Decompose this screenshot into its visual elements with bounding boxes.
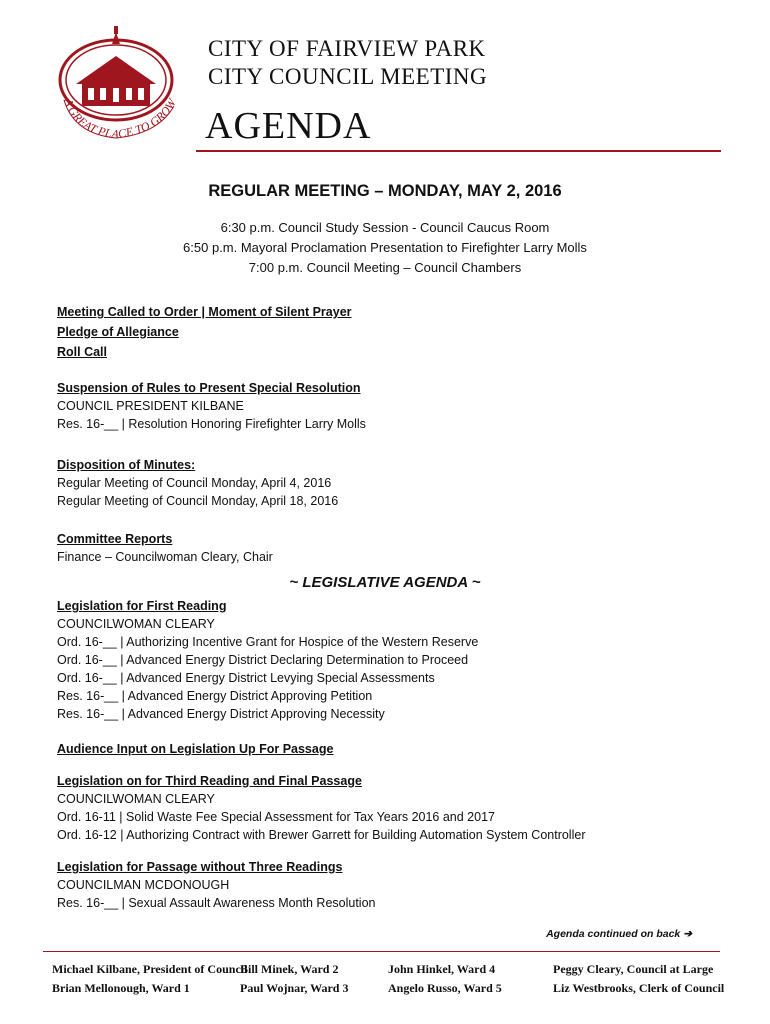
minutes-section: [57, 456, 338, 510]
section-heading: Meeting Called to Order | Moment of Silent Prayer: [57, 305, 352, 319]
agenda-line: Res. 16-__ | Advanced Energy District Approving Necessity: [57, 707, 385, 721]
without-three-readings-section: [57, 858, 375, 912]
agenda-line: Ord. 16-__ | Advanced Energy District Declaring Determination to Proceed: [57, 653, 469, 667]
section-heading: Committee Reports: [57, 532, 173, 546]
council-member: Peggy Cleary, Council at Large: [553, 962, 714, 976]
committee-section: [57, 530, 273, 566]
first-reading-section: [57, 597, 478, 723]
section-heading: Legislation on for Third Reading and Final Passage: [57, 774, 362, 788]
legislative-heading: ~ LEGISLATIVE AGENDA ~: [289, 574, 481, 591]
agenda-line: COUNCILMAN MCDONOUGH: [57, 878, 230, 892]
footer-column: [240, 960, 348, 998]
city-name: CITY OF FAIRVIEW PARK: [208, 36, 486, 61]
schedule-item: 7:00 p.m. Council Meeting – Council Chambers: [248, 260, 522, 275]
agenda-line: Ord. 16-12 | Authorizing Contract with Brewer Garrett for Building Automation System Controller: [57, 828, 586, 842]
page-title: AGENDA: [205, 105, 372, 147]
agenda-line: Ord. 16-__ | Advanced Energy District Levying Special Assessments: [57, 671, 435, 685]
council-member: Paul Wojnar, Ward 3: [240, 981, 349, 995]
agenda-line: Res. 16-__ | Sexual Assault Awareness Month Resolution: [57, 896, 376, 910]
footer-column: [52, 960, 247, 998]
continued-note: Agenda continued on back ➔: [546, 928, 692, 940]
schedule-list: [0, 218, 770, 278]
agenda-line: Ord. 16-11 | Solid Waste Fee Special Assessment for Tax Years 2016 and 2017: [57, 810, 495, 824]
agenda-line: COUNCILWOMAN CLEARY: [57, 617, 215, 631]
council-member: Liz Westbrooks, Clerk of Council: [553, 981, 725, 995]
city-seal-logo: [44, 22, 194, 152]
agenda-line: Finance – Councilwoman Cleary, Chair: [57, 550, 273, 564]
council-member: Brian Mellonough, Ward 1: [52, 981, 190, 995]
section-heading: Legislation for First Reading: [57, 599, 227, 613]
section-heading: Pledge of Allegiance: [57, 325, 179, 339]
suspension-section: [57, 379, 366, 433]
agenda-line: Regular Meeting of Council Monday, April 4, 2016: [57, 476, 332, 490]
section-heading: Audience Input on Legislation Up For Passage: [57, 742, 334, 756]
footer-column: [553, 960, 724, 998]
footer-divider: [43, 951, 720, 952]
council-member: Angelo Russo, Ward 5: [388, 981, 502, 995]
agenda-line: Ord. 16-__ | Authorizing Incentive Grant for Hospice of the Western Reserve: [57, 635, 479, 649]
council-member: Bill Minek, Ward 2: [240, 962, 339, 976]
third-reading-section: [57, 772, 585, 844]
opening-section: [57, 302, 352, 362]
logo-slogan: A GREAT PLACE TO GROW: [61, 96, 180, 142]
meeting-title: REGULAR MEETING – MONDAY, MAY 2, 2016: [208, 182, 562, 200]
agenda-line: COUNCIL PRESIDENT KILBANE: [57, 399, 244, 413]
meeting-type: CITY COUNCIL MEETING: [208, 64, 488, 89]
schedule-item: 6:50 p.m. Mayoral Proclamation Presentation to Firefighter Larry Molls: [183, 240, 587, 255]
agenda-line: Res. 16-__ | Advanced Energy District Approving Petition: [57, 689, 373, 703]
audience-section: [57, 740, 333, 758]
section-heading: Legislation for Passage without Three Readings: [57, 860, 343, 874]
agenda-line: Res. 16-__ | Resolution Honoring Firefighter Larry Molls: [57, 417, 366, 431]
footer-column: [388, 960, 502, 998]
council-member: Michael Kilbane, President of Council: [52, 962, 248, 976]
schedule-item: 6:30 p.m. Council Study Session - Council Caucus Room: [220, 220, 550, 235]
section-heading: Roll Call: [57, 345, 108, 359]
council-member: John Hinkel, Ward 4: [388, 962, 496, 976]
agenda-line: Regular Meeting of Council Monday, April 18, 2016: [57, 494, 339, 508]
section-heading: Disposition of Minutes:: [57, 458, 196, 472]
section-heading: Suspension of Rules to Present Special Resolution: [57, 381, 361, 395]
agenda-line: COUNCILWOMAN CLEARY: [57, 792, 215, 806]
header-divider: [196, 150, 721, 152]
